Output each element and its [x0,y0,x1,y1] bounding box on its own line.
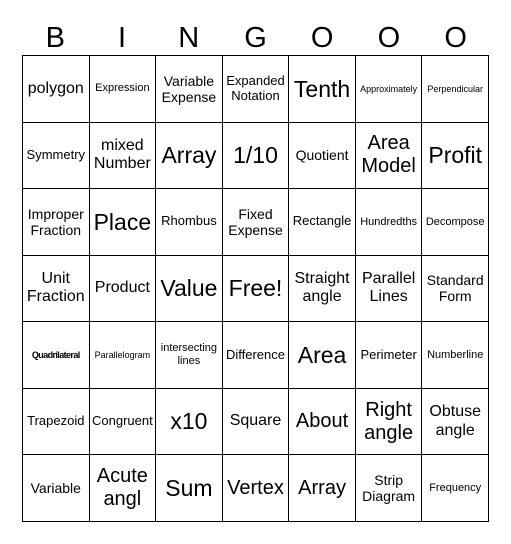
header-letter-o-2: O [377,21,401,54]
bingo-cell[interactable]: About [289,389,356,456]
header-letter-i: I [118,21,127,54]
bingo-cell[interactable]: Acute angl [90,455,157,522]
header-letter-g: G [244,21,267,54]
bingo-cell[interactable]: Strip Diagram [356,455,423,522]
bingo-cell[interactable]: Congruent [90,389,157,456]
bingo-cell[interactable]: Hundredths [356,189,423,256]
bingo-cell[interactable]: Place [90,189,157,256]
header-letter-b: B [45,21,66,54]
bingo-cell[interactable]: Vertex [223,455,290,522]
bingo-cell[interactable]: mixed Number [90,123,157,190]
bingo-header [22,18,489,58]
bingo-cell[interactable]: Profit [422,123,489,190]
bingo-cell[interactable]: polygon [23,56,90,123]
bingo-cell[interactable]: Quotient [289,123,356,190]
bingo-cell[interactable]: intersecting lines [156,322,223,389]
bingo-cell[interactable]: Standard Form [422,256,489,323]
bingo-cell[interactable]: Expanded Notation [223,56,290,123]
bingo-cell[interactable]: x10 [156,389,223,456]
header-letter-o-1: O [310,21,334,54]
bingo-cell[interactable]: Value [156,256,223,323]
bingo-cell[interactable]: Right angle [356,389,423,456]
bingo-cell[interactable]: Perpendicular [422,56,489,123]
bingo-cell[interactable]: Approximately [356,56,423,123]
bingo-cell[interactable]: Improper Fraction [23,189,90,256]
bingo-cell[interactable]: Perimeter [356,322,423,389]
bingo-cell[interactable]: Expression [90,56,157,123]
bingo-cell[interactable]: Difference [223,322,290,389]
bingo-cell[interactable]: Unit Fraction [23,256,90,323]
bingo-cell[interactable]: Array [156,123,223,190]
bingo-cell[interactable]: Square [223,389,290,456]
bingo-cell[interactable]: Decompose [422,189,489,256]
bingo-cell[interactable]: 1/10 [223,123,290,190]
bingo-cell[interactable]: Obtuse angle [422,389,489,456]
bingo-cell[interactable]: Area Model [356,123,423,190]
bingo-cell[interactable]: Symmetry [23,123,90,190]
bingo-board [22,55,489,522]
bingo-cell[interactable]: Tenth [289,56,356,123]
bingo-cell[interactable]: Product [90,256,157,323]
bingo-cell[interactable]: Variable [23,455,90,522]
header-letter-o-3: O [444,21,467,54]
header-letter-n: N [178,21,200,54]
bingo-cell[interactable]: Frequency [422,455,489,522]
bingo-cell[interactable]: Fixed Expense [223,189,290,256]
bingo-cell[interactable]: Parallel Lines [356,256,423,323]
bingo-cell[interactable]: Variable Expense [156,56,223,123]
bingo-cell[interactable]: Parallelogram [90,322,157,389]
bingo-cell[interactable]: Trapezoid [23,389,90,456]
bingo-cell[interactable]: Sum [156,455,223,522]
bingo-cell[interactable]: Array [289,455,356,522]
bingo-cell[interactable]: Quadrilateral [23,322,90,389]
bingo-cell[interactable]: Rectangle [289,189,356,256]
bingo-cell[interactable]: Rhombus [156,189,223,256]
bingo-cell[interactable]: Numberline [422,322,489,389]
free-space-cell[interactable]: Free! [223,256,290,323]
bingo-cell[interactable]: Straight angle [289,256,356,323]
bingo-cell[interactable]: Area [289,322,356,389]
